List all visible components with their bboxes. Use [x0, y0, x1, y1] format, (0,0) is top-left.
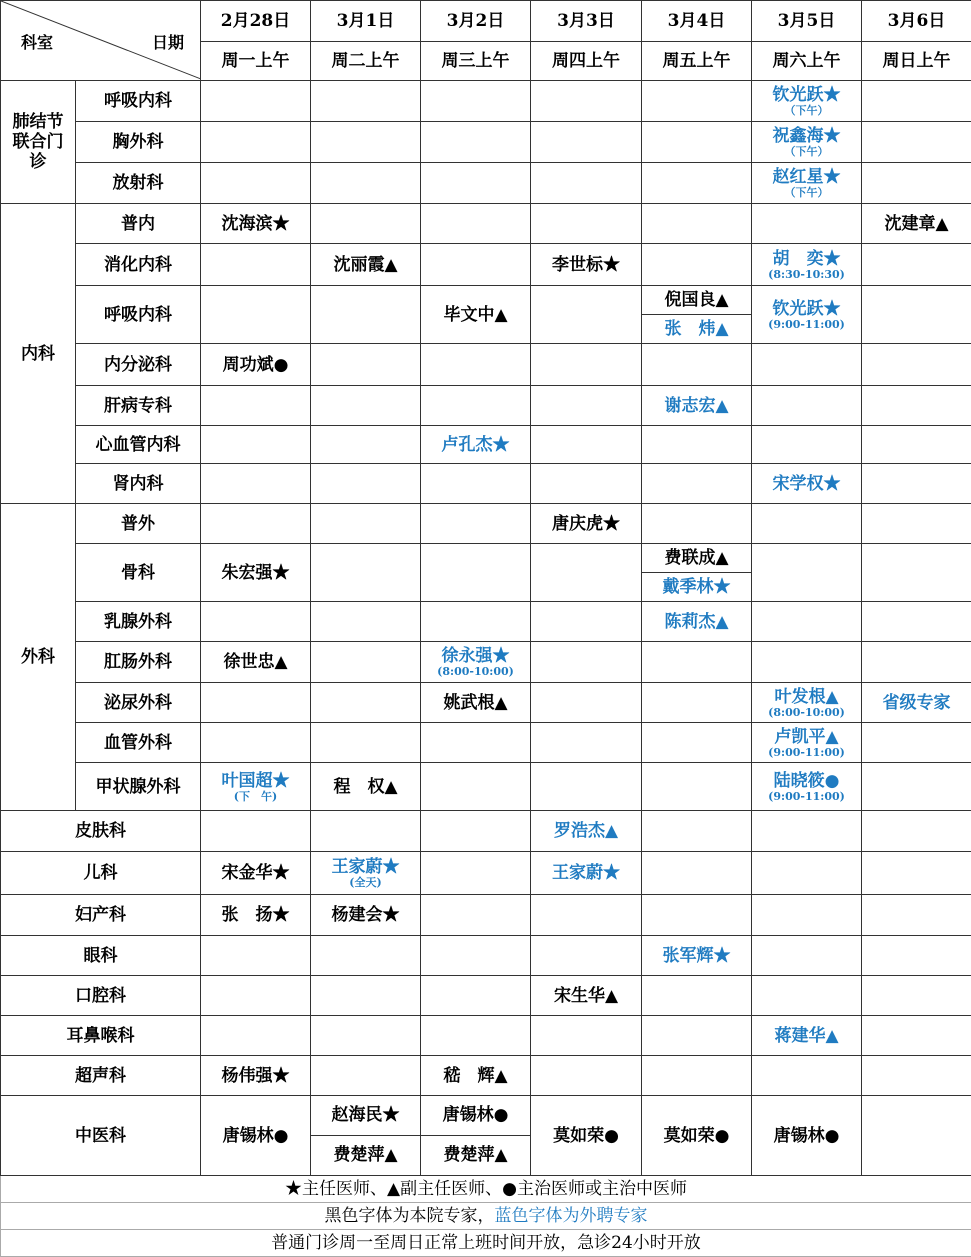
dept-name: 肾内科: [76, 464, 201, 504]
day-header: 周四上午: [531, 42, 642, 81]
dept-name: 肝病专科: [76, 386, 201, 426]
doctor-cell: 唐锡林●: [201, 1096, 311, 1176]
dept-name: 消化内科: [76, 244, 201, 286]
legend: ★主任医师、▲副主任医师、●主治医师或主治中医师: [1, 1176, 971, 1203]
doctor-cell: 胡 奕★ (8:30-10:30): [752, 244, 862, 286]
hours-note: 普通门诊周一至周日正常上班时间开放，急诊24小时开放: [1, 1230, 971, 1257]
dept-name: 胸外科: [76, 122, 201, 163]
doctor-cell: 唐庆虎★: [531, 504, 642, 544]
dept-name: 普外: [76, 504, 201, 544]
dept-name: 眼科: [1, 936, 201, 976]
doctor-cell: 卢孔杰★: [421, 426, 531, 464]
dept-name: 儿科: [1, 852, 201, 895]
dept-name: 皮肤科: [1, 811, 201, 852]
day-header: 周日上午: [862, 42, 971, 81]
doctor-cell: 姚武根▲: [421, 683, 531, 723]
dept-name: 甲状腺外科: [76, 763, 201, 811]
dept-name: 放射科: [76, 163, 201, 204]
doctor-cell: 张 扬★: [201, 895, 311, 936]
dept-name: 肛肠外科: [76, 642, 201, 683]
dept-name: 耳鼻喉科: [1, 1016, 201, 1056]
doctor-cell: 宋金华★: [201, 852, 311, 895]
group-internal: 内科: [1, 204, 76, 504]
doctor-cell: 徐世忠▲: [201, 642, 311, 683]
dept-name: 内分泌科: [76, 344, 201, 386]
dept-name: 乳腺外科: [76, 602, 201, 642]
dept-name: 超声科: [1, 1056, 201, 1096]
doctor-cell: 沈建章▲: [862, 204, 971, 244]
doctor-cell: 徐永强★ (8:00-10:00): [421, 642, 531, 683]
doctor-cell: 李世标★: [531, 244, 642, 286]
corner-header: [1, 1, 201, 81]
doctor-cell: 毕文中▲: [421, 286, 531, 344]
doctor-cell: 陆晓筱● (9:00-11:00): [752, 763, 862, 811]
day-header: 周五上午: [642, 42, 752, 81]
doctor-cell: 赵红星★ （下午）: [752, 163, 862, 204]
doctor-cell: 宋生华▲: [531, 976, 642, 1016]
dept-name: 泌尿外科: [76, 683, 201, 723]
doctor-cell: 罗浩杰▲: [531, 811, 642, 852]
day-header: 周六上午: [752, 42, 862, 81]
dept-name: 普内: [76, 204, 201, 244]
date-label: 日期: [152, 33, 184, 53]
doctor-cell: 嵇 辉▲: [421, 1056, 531, 1096]
day-header: 周二上午: [311, 42, 421, 81]
doctor-cell: 省级专家: [862, 683, 971, 723]
day-header: 周一上午: [201, 42, 311, 81]
date-header: 3月4日: [642, 1, 752, 42]
date-header: 3月5日: [752, 1, 862, 42]
dept-name: 妇产科: [1, 895, 201, 936]
doctor-cell-split: 唐锡林● 费楚萍▲: [421, 1096, 531, 1176]
doctor-cell: 沈丽霞▲: [311, 244, 421, 286]
dept-name: 心血管内科: [76, 426, 201, 464]
doctor-cell: 谢志宏▲: [642, 386, 752, 426]
doctor-cell: 陈莉杰▲: [642, 602, 752, 642]
doctor-cell: 杨建会★: [311, 895, 421, 936]
doctor-cell-split: 赵海民★ 费楚萍▲: [311, 1096, 421, 1176]
doctor-cell: 蒋建华▲: [752, 1016, 862, 1056]
doctor-cell: 张军辉★: [642, 936, 752, 976]
date-header: 3月1日: [311, 1, 421, 42]
doctor-cell: 莫如荣●: [642, 1096, 752, 1176]
dept-name: 呼吸内科: [76, 286, 201, 344]
date-header: 3月6日: [862, 1, 971, 42]
doctor-cell: 钦光跃★ (9:00-11:00): [752, 286, 862, 344]
doctor-cell: 朱宏强★: [201, 544, 311, 602]
doctor-cell: 祝鑫海★ （下午）: [752, 122, 862, 163]
dept-label: 科室: [21, 33, 53, 53]
doctor-cell: 叶发根▲ (8:00-10:00): [752, 683, 862, 723]
doctor-cell: 沈海滨★: [201, 204, 311, 244]
doctor-cell: 杨伟强★: [201, 1056, 311, 1096]
dept-name: 血管外科: [76, 723, 201, 763]
dept-name: 口腔科: [1, 976, 201, 1016]
doctor-cell: 王家蔚★ (全天): [311, 852, 421, 895]
date-header: 3月3日: [531, 1, 642, 42]
date-header: 3月2日: [421, 1, 531, 42]
doctor-cell: 周功斌●: [201, 344, 311, 386]
group-surgery: 外科: [1, 504, 76, 811]
doctor-cell-split: 倪国良▲ 张 炜▲: [642, 286, 752, 344]
doctor-cell: 程 权▲: [311, 763, 421, 811]
doctor-cell: 钦光跃★ （下午）: [752, 81, 862, 122]
doctor-cell: 王家蔚★: [531, 852, 642, 895]
dept-name: 中医科: [1, 1096, 201, 1176]
group-lung: 肺结节联合门诊: [1, 81, 76, 204]
dept-name: 呼吸内科: [76, 81, 201, 122]
doctor-cell: 唐锡林●: [752, 1096, 862, 1176]
doctor-cell: 莫如荣●: [531, 1096, 642, 1176]
dept-name: 骨科: [76, 544, 201, 602]
date-header: 2月28日: [201, 1, 311, 42]
color-note: 黑色字体为本院专家，蓝色字体为外聘专家: [1, 1203, 971, 1230]
doctor-cell: 卢凯平▲ (9:00-11:00): [752, 723, 862, 763]
doctor-cell: 叶国超★ (下 午): [201, 763, 311, 811]
doctor-cell: 宋学权★: [752, 464, 862, 504]
doctor-cell-split: 费联成▲ 戴季林★: [642, 544, 752, 602]
day-header: 周三上午: [421, 42, 531, 81]
